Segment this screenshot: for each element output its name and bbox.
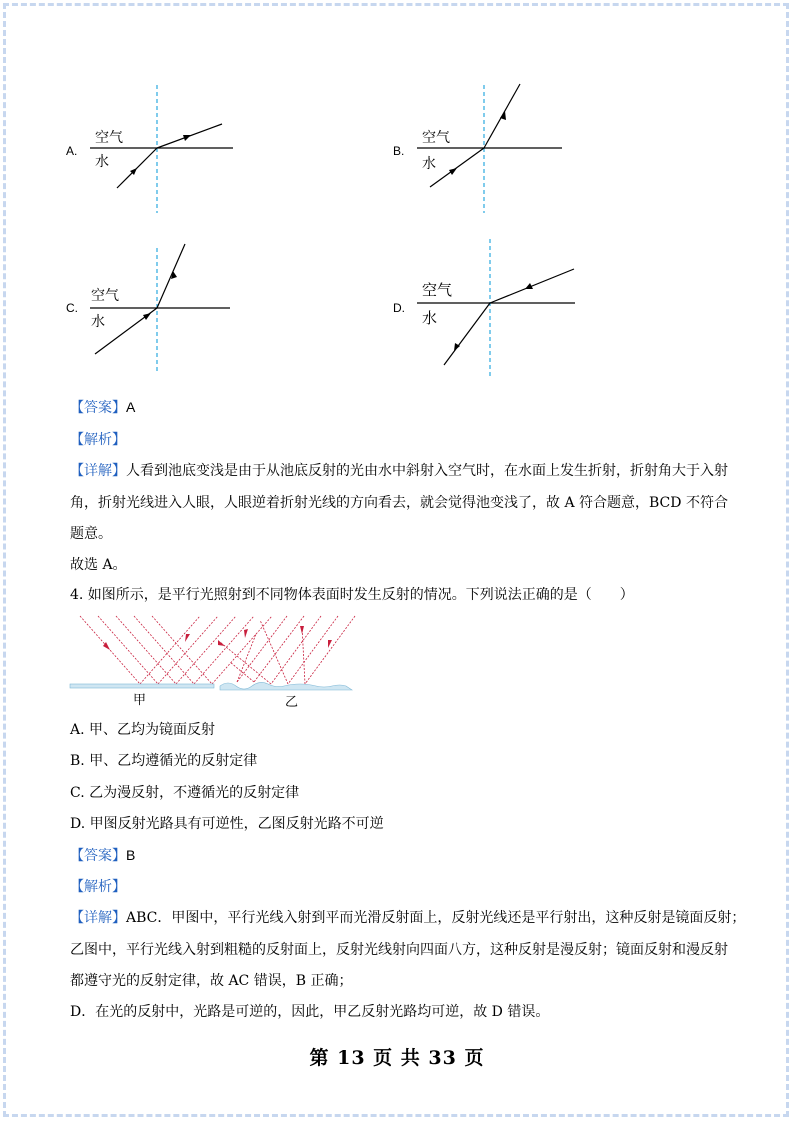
- option-a-label: A.: [66, 144, 78, 158]
- water-label: 水: [95, 154, 109, 170]
- q4-detail-line-2: 乙图中，平行光线入射到粗糙的反射面上，反射光线射向四面八方，这种反射是漫反射；镜面反射和漫反射: [70, 942, 728, 958]
- page-footer: 第 13 页 共 33 页: [309, 1047, 485, 1069]
- water-label: 水: [91, 314, 105, 330]
- q3-analysis-tag: 【解析】: [70, 432, 126, 448]
- q3-answer-line: [70, 397, 135, 417]
- option-d-label: D.: [393, 301, 405, 315]
- detail-text: ABC．甲图中，平行光线入射到平而光滑反射面上，反射光线还是平行射出，这种反射是镜面反射；: [126, 910, 746, 926]
- diagram-d: [412, 237, 587, 382]
- air-label: 空气: [91, 288, 119, 304]
- q4-analysis-tag: 【解析】: [70, 879, 126, 895]
- q3-detail-line-3: 题意。: [70, 526, 112, 542]
- q4-detail-line-1: [70, 907, 745, 927]
- q4-stem: 4. 如图所示，是平行光照射到不同物体表面时发生反射的情况。下列说法正确的是（ ）: [70, 587, 634, 603]
- air-label: 空气: [422, 281, 453, 299]
- answer-tag: 【答案】: [70, 400, 126, 416]
- diagram-c: [85, 240, 245, 380]
- q4-option-a: A. 甲、乙均为镜面反射: [70, 722, 216, 738]
- q3-detail-line-1: [70, 460, 728, 480]
- air-label: 空气: [422, 130, 450, 146]
- q4-option-d: D. 甲图反射光路具有可逆性，乙图反射光路不可逆: [70, 816, 384, 832]
- water-label: 水: [422, 309, 438, 327]
- jia-label: 甲: [133, 693, 147, 708]
- water-label: 水: [422, 156, 436, 172]
- q4-option-c: C. 乙为漫反射，不遵循光的反射定律: [70, 785, 300, 801]
- q4-option-b: B. 甲、乙均遵循光的反射定律: [70, 753, 258, 769]
- diagram-b: [412, 80, 572, 220]
- q3-conclusion: 故选 A。: [70, 557, 127, 573]
- option-c-label: C.: [66, 301, 78, 315]
- air-label: 空气: [95, 130, 123, 146]
- detail-text: 人看到池底变浅是由于从池底反射的光由水中斜射入空气时，在水面上发生折射，折射角大于入射: [126, 463, 728, 479]
- reflection-diagram: [70, 612, 360, 710]
- q4-answer-line: [70, 845, 135, 865]
- q3-detail-line-2: 角，折射光线进入人眼，人眼逆着折射光线的方向看去，就会觉得池变浅了，故 A 符合题意，BCD 不符合: [70, 495, 728, 511]
- q4-detail-line-3: 都遵守光的反射定律，故 AC 错误，B 正确；: [70, 973, 353, 989]
- answer-value: A: [126, 399, 136, 415]
- q4-detail-line-4: D．在光的反射中，光路是可逆的，因此，甲乙反射光路均可逆，故 D 错误。: [70, 1004, 550, 1020]
- detail-tag: 【详解】: [70, 910, 126, 926]
- answer-tag: 【答案】: [70, 848, 126, 864]
- detail-tag: 【详解】: [70, 463, 126, 479]
- option-b-label: B.: [393, 144, 405, 158]
- answer-value: B: [126, 847, 136, 863]
- yi-label: 乙: [285, 695, 299, 710]
- diagram-a: [85, 80, 245, 220]
